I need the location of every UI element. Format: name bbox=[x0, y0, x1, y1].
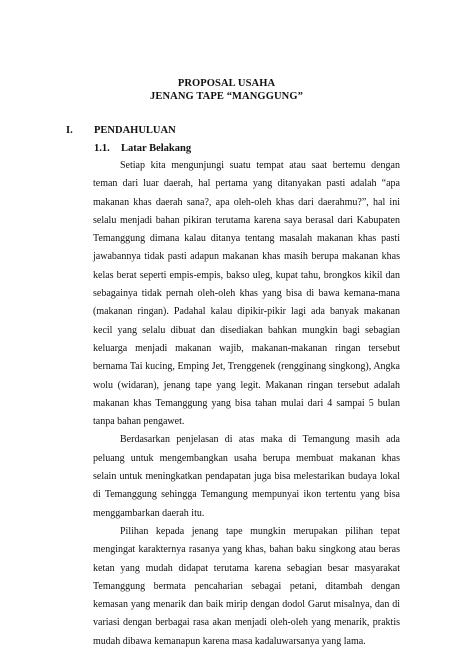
paragraph-2: Berdasarkan penjelasan di atas maka di Temangung masih ada peluang untuk mengembangkan usaha berupa membuat makanan khas selain untuk meningkatkan pendapatan juga bisa melestarikan budaya lokal di Temanggung sehingga Temangung mempunyai ikon tertentu yang bisa menggambarkan daerah itu. bbox=[93, 434, 400, 519]
subsection-title: Latar Belakang bbox=[121, 143, 192, 154]
document-title: PROPOSAL USAHA bbox=[177, 78, 276, 89]
document-subtitle: JENANG TAPE “MANGGUNG” bbox=[150, 91, 303, 102]
paragraph-3: Pilihan kepada jenang tape mungkin merupakan pilihan tepat mengingat karakternya rasanya yang khas, bahan baku singkong atau beras ketan yang mudah didapat terutama karena sebagian besar masyarakat Temanggung bermata pencaharian sebagai petani, ditambah dengan kemasan yang menarik dan baik mirip dengan dodol Garut misalnya, dan di variasi dengan berbagai rasa akan menjadi oleh-oleh yang menarik, praktis mudah dibawa kemanapun karena masa kadaluwarsanya yang lama. bbox=[93, 525, 400, 647]
section-number: I. bbox=[66, 125, 73, 136]
paragraph-1: Setiap kita mengunjungi suatu tempat atau saat bertemu dengan teman dari luar daerah, hal pertama yang ditanyakan pasti adalah “apa makanan khas daerah sana?, apa oleh-oleh khas dari daerahmu?”, hal ini selalu menjadi bahan pikiran terutama karena saya berasal dari Kabupaten Temanggung dimana kalau ditanya tentang masalah makanan khas pasti jawabannya tidak pasti adapun makanan khas masih berupa makanan khas kelas berat seperti empis-empis, bakso uleg, kupat tahu, brongkos kikil dan sebagainya tidak pernah oleh-oleh khas yang bisa di bawa kemana-mana (makanan ringan). Padahal kalau dipikir-pikir lagi ada banyak makanan kecil yang selalu dibuat dan disediakan bahkan mungkin bagi sebagian keluarga menjadi makanan wajib, makanan-makanan ringan tersebut bernama Tai kucing, Emping Jet, Trenggenek (rengginang singkong), Angka wolu (widaran), jenang tape yang legit. Makanan ringan tersebut adalah makanan khas Temanggung yang bisa tahan mulai dari 4 sampai 5 bulan tanpa bahan pengawet. bbox=[93, 160, 400, 428]
subsection-number: 1.1. bbox=[94, 143, 110, 154]
document-body bbox=[93, 157, 400, 651]
section-title: PENDAHULUAN bbox=[94, 125, 176, 136]
